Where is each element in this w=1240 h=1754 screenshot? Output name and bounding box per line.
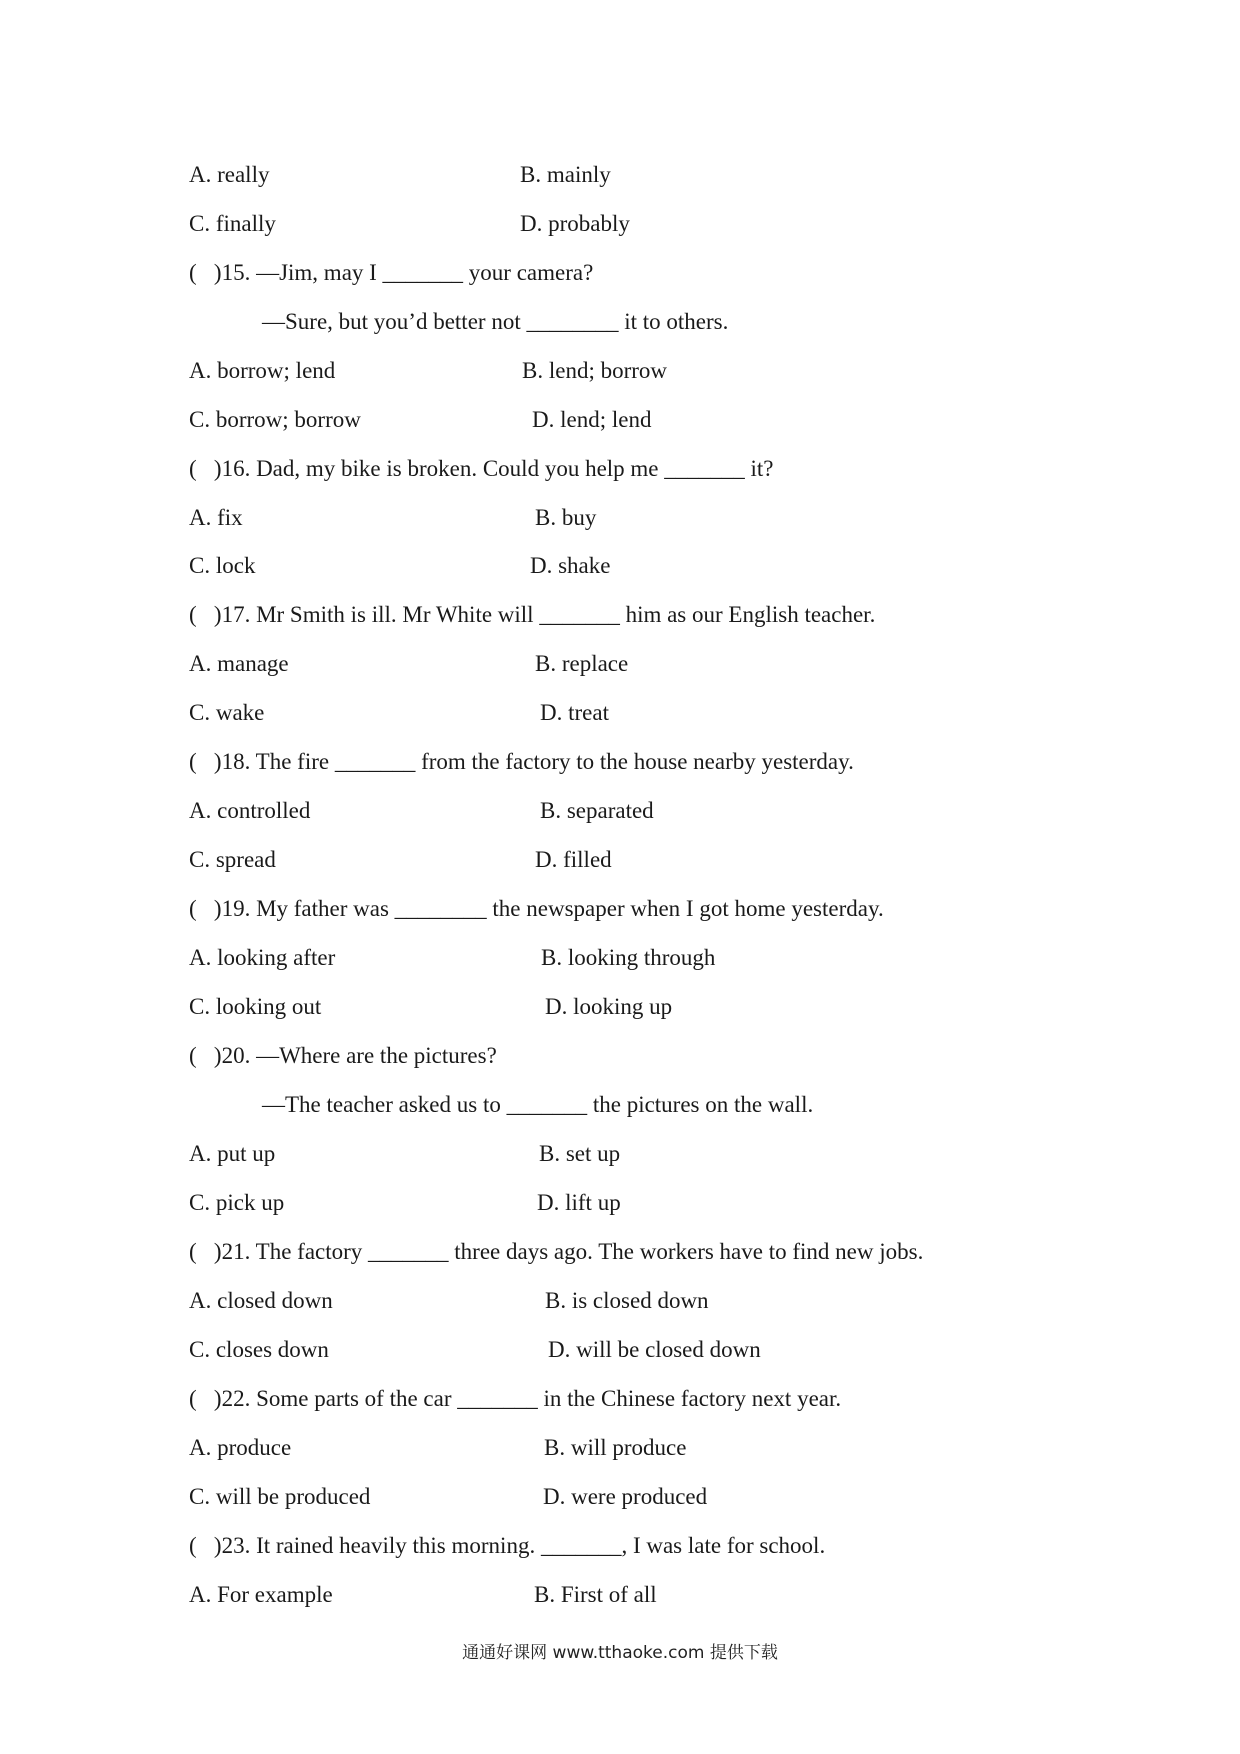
q18-option-a: A. controlled [189, 798, 311, 823]
q14-option-b: B. mainly [520, 162, 611, 187]
q14-option-d: D. probably [520, 211, 630, 236]
q16-option-a: A. fix [189, 505, 243, 530]
page-footer: 通通好课网 www.tthaoke.com 提供下载 [462, 1643, 778, 1663]
q21-option-a: A. closed down [189, 1288, 333, 1313]
q15-question-line2: —Sure, but you’d better not ________ it to others. [262, 309, 729, 334]
q19-option-a: A. looking after [189, 945, 336, 970]
q21-option-d: D. will be closed down [548, 1337, 761, 1362]
q20-question-line2: —The teacher asked us to _______ the pictures on the wall. [262, 1092, 814, 1117]
q23-question: ( )23. It rained heavily this morning. _______, I was late for school. [189, 1533, 826, 1558]
q19-option-b: B. looking through [541, 945, 716, 970]
q14-option-a: A. really [189, 162, 270, 187]
q21-question: ( )21. The factory _______ three days ago. The workers have to find new jobs. [189, 1239, 924, 1264]
q16-option-d: D. shake [530, 553, 611, 578]
q16-option-b: B. buy [535, 505, 597, 530]
q17-option-c: C. wake [189, 700, 265, 725]
q20-option-c: C. pick up [189, 1190, 285, 1215]
q15-option-c: C. borrow; borrow [189, 407, 361, 432]
q18-option-b: B. separated [540, 798, 654, 823]
q15-question: ( )15. —Jim, may I _______ your camera? [189, 260, 594, 285]
q21-option-b: B. is closed down [545, 1288, 709, 1313]
q15-option-d: D. lend; lend [532, 407, 652, 432]
q18-option-c: C. spread [189, 847, 276, 872]
q19-option-d: D. looking up [545, 994, 673, 1019]
q17-option-b: B. replace [535, 651, 629, 676]
q22-option-d: D. were produced [543, 1484, 708, 1509]
q14-option-c: C. finally [189, 211, 276, 236]
q15-option-b: B. lend; borrow [522, 358, 668, 383]
q22-question: ( )22. Some parts of the car _______ in the Chinese factory next year. [189, 1386, 842, 1411]
q17-option-a: A. manage [189, 651, 289, 676]
q23-option-b: B. First of all [534, 1582, 657, 1607]
q16-question: ( )16. Dad, my bike is broken. Could you help me _______ it? [189, 456, 774, 481]
q19-option-c: C. looking out [189, 994, 322, 1019]
q15-option-a: A. borrow; lend [189, 358, 336, 383]
q20-option-b: B. set up [539, 1141, 621, 1166]
q20-option-d: D. lift up [537, 1190, 621, 1215]
q17-option-d: D. treat [540, 700, 609, 725]
q20-question: ( )20. —Where are the pictures? [189, 1043, 497, 1068]
q17-question: ( )17. Mr Smith is ill. Mr White will _______ him as our English teacher. [189, 602, 876, 627]
q18-option-d: D. filled [535, 847, 612, 872]
q22-option-c: C. will be produced [189, 1484, 371, 1509]
q18-question: ( )18. The fire _______ from the factory to the house nearby yesterday. [189, 749, 854, 774]
q19-question: ( )19. My father was ________ the newspaper when I got home yesterday. [189, 896, 884, 921]
q20-option-a: A. put up [189, 1141, 276, 1166]
q22-option-a: A. produce [189, 1435, 292, 1460]
q21-option-c: C. closes down [189, 1337, 329, 1362]
q23-option-a: A. For example [189, 1582, 333, 1607]
q22-option-b: B. will produce [544, 1435, 687, 1460]
q16-option-c: C. lock [189, 553, 256, 578]
